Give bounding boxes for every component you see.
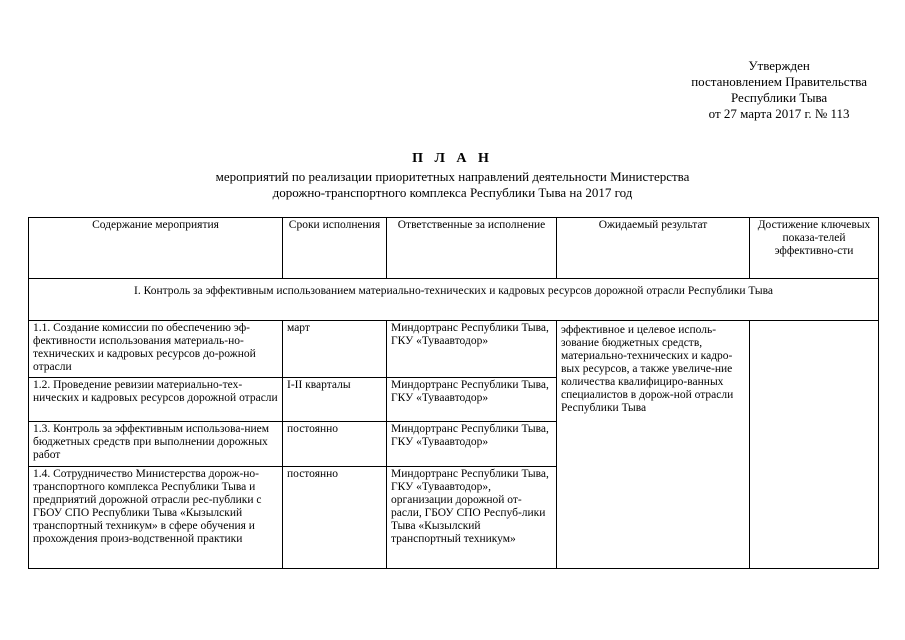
header-content: Содержание мероприятия (29, 218, 283, 279)
approval-line-4: от 27 марта 2017 г. № 113 (708, 106, 850, 121)
row-responsible: Миндортранс Республики Тыва, ГКУ «Туваавтодор» (387, 321, 557, 378)
plan-table (28, 217, 879, 569)
row-responsible: Миндортранс Республики Тыва, ГКУ «Туваавтодор» (387, 378, 557, 422)
row-content: 1.3. Контроль за эффективным использова-нием бюджетных средств при выполнении дорожных работ (29, 422, 283, 467)
plan-title: П Л А Н (412, 151, 493, 166)
header-result: Ожидаемый результат (557, 218, 750, 279)
header-responsible: Ответственные за исполнение (387, 218, 557, 279)
table-header-row (29, 218, 879, 279)
row-content: 1.1. Создание комиссии по обеспечению эф-фективности использования материаль-но-технических и кадровых ресурсов до-рожной отрасли (29, 321, 283, 378)
approval-line-3: Республики Тыва (730, 90, 828, 105)
plan-subtitle-line-2: дорожно-транспортного комплекса Республики Тыва на 2017 год (272, 185, 633, 200)
header-terms: Сроки исполнения (283, 218, 387, 279)
row-content: 1.4. Сотрудничество Министерства дорож-но-транспортного комплекса Республики Тыва и предприятий дорожной отрасли рес-публики с ГБОУ СПО Республики Тыва «Кызылский транспортный техникум» в сфере обучения и прохождения произ-водственной практики (29, 467, 283, 569)
section-row (29, 279, 879, 321)
approval-line-2: постановлением Правительства (691, 74, 867, 89)
row-responsible: Миндортранс Республики Тыва, ГКУ «Туваавтодор», организации дорожной от-расли, ГБОУ СПО Респуб-лики Тыва «Кызылский транспортный техникум» (387, 467, 557, 569)
header-achievement: Достижение ключевых показа-телей эффективно-сти (750, 218, 879, 279)
row-terms: март (283, 321, 387, 378)
row-content: 1.2. Проведение ревизии материально-тех-нических и кадровых ресурсов дорожной отрасли (29, 378, 283, 422)
table-row (29, 321, 879, 378)
plan-subtitle-line-1: мероприятий по реализации приоритетных направлений деятельности Министерства (215, 169, 690, 184)
achievement-cell (750, 321, 879, 569)
row-terms: постоянно (283, 422, 387, 467)
plan-subtitle (0, 169, 905, 201)
row-responsible: Миндортранс Республики Тыва, ГКУ «Туваавтодор» (387, 422, 557, 467)
expected-result: эффективное и целевое исполь-зование бюджетных средств, материально-технических и кадро-вых ресурсов, а также увеличе-ние количества квалифициро-ванных специалистов в дорож-ной отрасли Республики Тыва (557, 321, 750, 569)
approval-block (691, 58, 867, 122)
row-terms: I-II кварталы (283, 378, 387, 422)
row-terms: постоянно (283, 467, 387, 569)
section-title: I. Контроль за эффективным использованием материально-технических и кадровых ресурсов дорожной отрасли Республики Тыва (29, 279, 879, 321)
approval-line-1: Утвержден (748, 58, 810, 73)
